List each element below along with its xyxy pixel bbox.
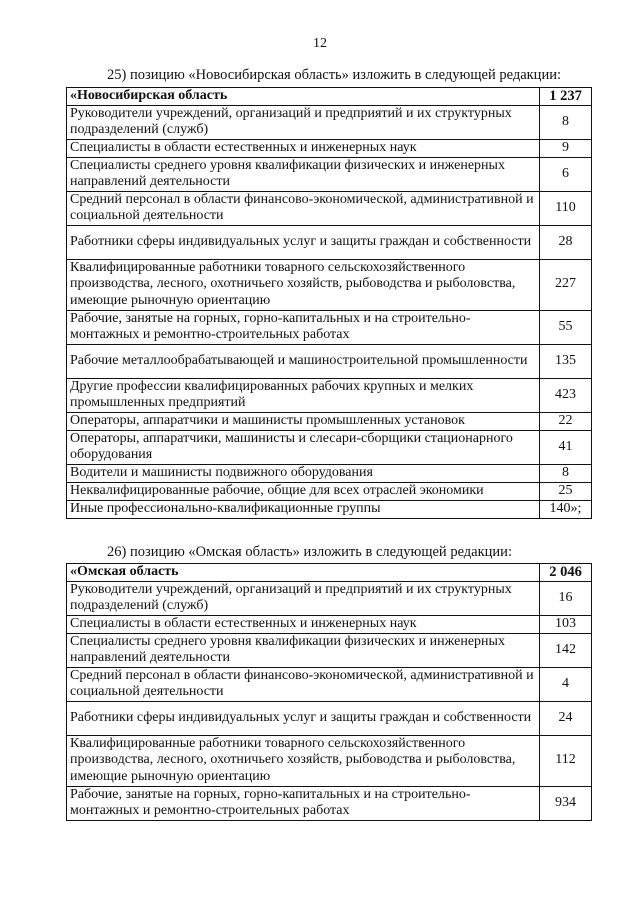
category-value: 41 — [540, 430, 592, 464]
category-name: Водители и машинисты подвижного оборудования — [67, 464, 540, 482]
table-header-row — [67, 88, 592, 106]
category-value: 112 — [540, 735, 592, 786]
category-value: 25 — [540, 482, 592, 500]
category-name: Иные профессионально-квалификационные группы — [67, 500, 540, 518]
category-name: Специалисты среднего уровня квалификации физических и инженерных направлений деятельности — [67, 157, 540, 191]
category-value: 24 — [540, 701, 592, 735]
table-row — [67, 105, 592, 139]
region-total: 2 046 — [540, 564, 592, 582]
category-name: Средний персонал в области финансово-экономической, административной и социальной деятельности — [67, 191, 540, 225]
category-name: Средний персонал в области финансово-экономической, административной и социальной деятельности — [67, 667, 540, 701]
category-value: 934 — [540, 786, 592, 820]
category-value: 4 — [540, 667, 592, 701]
category-name: Рабочие, занятые на горных, горно-капитальных и на строительно-монтажных и ремонтно-строительных работах — [67, 310, 540, 344]
category-value: 140»; — [540, 500, 592, 518]
category-value: 28 — [540, 225, 592, 259]
region-total: 1 237 — [540, 88, 592, 106]
table-row — [67, 667, 592, 701]
category-value: 8 — [540, 464, 592, 482]
category-name: Руководители учреждений, организаций и предприятий и их структурных подразделений (служб) — [67, 105, 540, 139]
category-name: Неквалифицированные рабочие, общие для всех отраслей экономики — [67, 482, 540, 500]
table-header-row — [67, 564, 592, 582]
category-name: Рабочие металлообрабатывающей и машиностроительной промышленности — [67, 344, 540, 378]
category-name: Квалифицированные работники товарного сельскохозяйственного производства, лесного, охотничьего хозяйств, рыбоводства и рыболовства, имеющие рыночную ориентацию — [67, 259, 540, 310]
table-row — [67, 786, 592, 820]
category-name: Работники сферы индивидуальных услуг и защиты граждан и собственности — [67, 225, 540, 259]
category-name: Специалисты среднего уровня квалификации физических и инженерных направлений деятельности — [67, 633, 540, 667]
table-row — [67, 464, 592, 482]
category-name: Операторы, аппаратчики, машинисты и слесари-сборщики стационарного оборудования — [67, 430, 540, 464]
table-row — [67, 581, 592, 615]
region-name: «Омская область — [67, 564, 540, 582]
category-name: Квалифицированные работники товарного сельскохозяйственного производства, лесного, охотничьего хозяйств, рыбоводства и рыболовства, имеющие рыночную ориентацию — [67, 735, 540, 786]
table-row — [67, 157, 592, 191]
category-value: 55 — [540, 310, 592, 344]
table-row — [67, 310, 592, 344]
table-row — [67, 259, 592, 310]
table-row — [67, 412, 592, 430]
table-row — [67, 378, 592, 412]
table-row — [67, 701, 592, 735]
table-row — [67, 500, 592, 518]
table-row — [67, 615, 592, 633]
region-name: «Новосибирская область — [67, 88, 540, 106]
category-value: 227 — [540, 259, 592, 310]
category-name: Другие профессии квалифицированных рабочих крупных и мелких промышленных предприятий — [67, 378, 540, 412]
table-row — [67, 633, 592, 667]
category-value: 16 — [540, 581, 592, 615]
table-row — [67, 430, 592, 464]
section-25-intro: 25) позицию «Новосибирская область» изложить в следующей редакции: — [107, 67, 561, 83]
category-name: Работники сферы индивидуальных услуг и защиты граждан и собственности — [67, 701, 540, 735]
section-26-intro: 26) позицию «Омская область» изложить в следующей редакции: — [107, 544, 512, 560]
table-row — [67, 482, 592, 500]
table-row — [67, 225, 592, 259]
category-value: 110 — [540, 191, 592, 225]
category-value: 142 — [540, 633, 592, 667]
category-value: 103 — [540, 615, 592, 633]
category-value: 8 — [540, 105, 592, 139]
table-row — [67, 344, 592, 378]
table-row — [67, 191, 592, 225]
category-value: 22 — [540, 412, 592, 430]
category-value: 423 — [540, 378, 592, 412]
page-number: 12 — [313, 36, 327, 51]
category-name: Рабочие, занятые на горных, горно-капитальных и на строительно-монтажных и ремонтно-строительных работах — [67, 786, 540, 820]
category-value: 135 — [540, 344, 592, 378]
category-name: Специалисты в области естественных и инженерных наук — [67, 615, 540, 633]
table-row — [67, 735, 592, 786]
category-value: 9 — [540, 139, 592, 157]
table-row — [67, 139, 592, 157]
category-name: Руководители учреждений, организаций и предприятий и их структурных подразделений (служб) — [67, 581, 540, 615]
category-value: 6 — [540, 157, 592, 191]
section-26-table — [66, 563, 592, 821]
category-name: Операторы, аппаратчики и машинисты промышленных установок — [67, 412, 540, 430]
category-name: Специалисты в области естественных и инженерных наук — [67, 139, 540, 157]
section-25-table — [66, 87, 592, 519]
